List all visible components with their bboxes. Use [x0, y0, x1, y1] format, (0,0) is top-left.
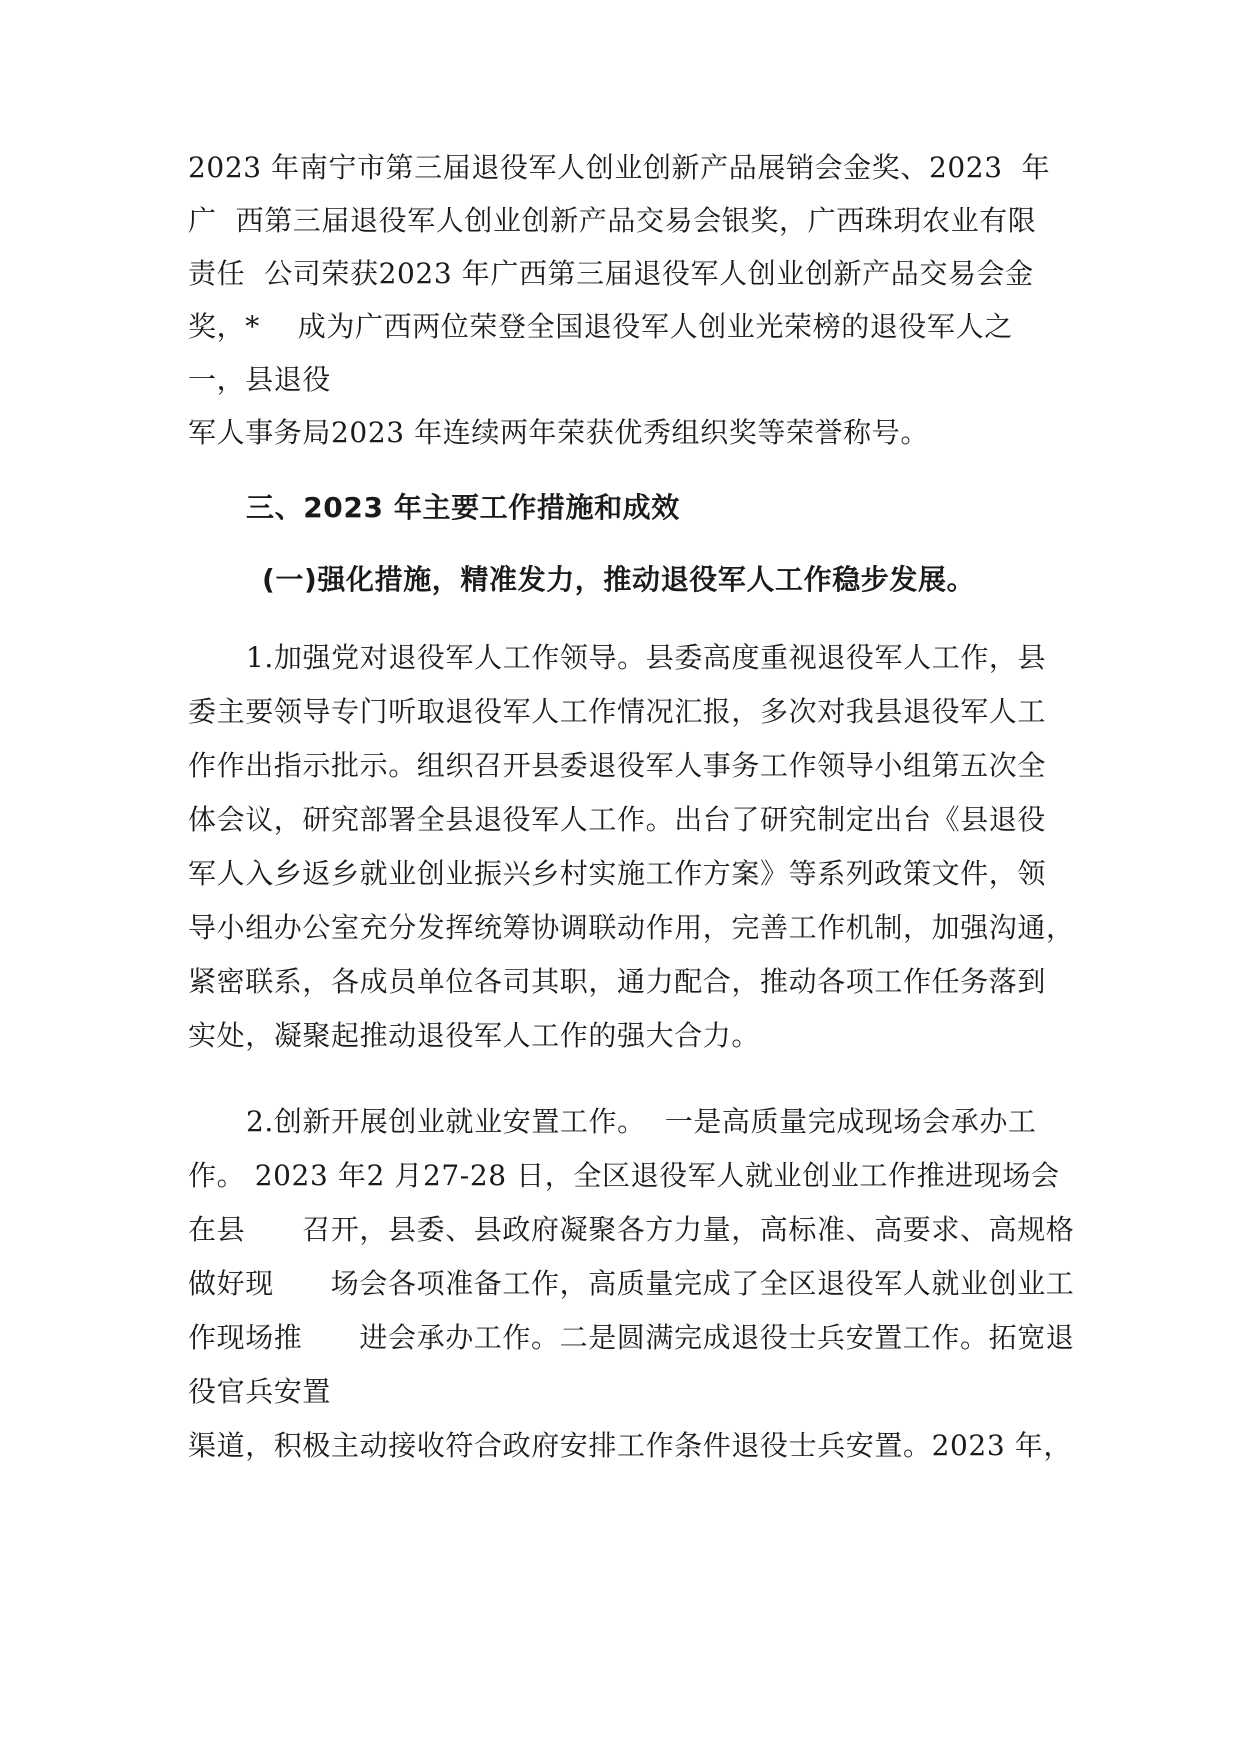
paragraph-1-line-6: 导小组办公室充分发挥统筹协调联动作用，完善工作机制，加强沟通，: [188, 911, 1075, 944]
intro-line-6: 军人事务局2023 年连续两年荣获优秀组织奖等荣誉称号。: [188, 416, 929, 449]
paragraph-1-line-1: 1.加强党对退役军人工作领导。县委高度重视退役军人工作，县: [246, 641, 1047, 674]
paragraph-1-line-2: 委主要领导专门听取退役军人工作情况汇报，多次对我县退役军人工: [188, 695, 1047, 728]
paragraph-1-line-3: 作作出指示批示。组织召开县委退役军人事务工作领导小组第五次全: [188, 749, 1047, 782]
intro-line-1: 2023 年南宁市第三届退役军人创业创新产品展销会金奖、2023 年: [188, 151, 1051, 184]
intro-line-3: 责任 公司荣获2023 年广西第三届退役军人创业创新产品交易会金: [188, 257, 1034, 290]
paragraph-1-line-4: 体会议，研究部署全县退役军人工作。出台了研究制定出台《县退役: [188, 803, 1047, 836]
paragraph-2-line-7: 渠道，积极主动接收符合政府安排工作条件退役士兵安置。2023 年，: [188, 1429, 1072, 1462]
intro-line-5: 一，县退役: [188, 363, 332, 396]
paragraph-1-line-5: 军人入乡返乡就业创业振兴乡村实施工作方案》等系列政策文件，领: [188, 857, 1047, 890]
subsection-heading: (一)强化措施，精准发力，推动退役军人工作稳步发展。: [262, 563, 976, 596]
paragraph-1-line-8: 实处，凝聚起推动退役军人工作的强大合力。: [188, 1019, 761, 1052]
section-heading: 三、2023 年主要工作措施和成效: [246, 491, 680, 524]
paragraph-2-line-2: 作。 2023 年2 月27-28 日，全区退役军人就业创业工作推进现场会: [188, 1159, 1060, 1192]
paragraph-2-line-1: 2.创新开展创业就业安置工作。 一是高质量完成现场会承办工: [246, 1105, 1037, 1138]
intro-line-4: 奖，* 成为广西两位荣登全国退役军人创业光荣榜的退役军人之: [188, 310, 1013, 343]
paragraph-2-line-4: 做好现 场会各项准备工作，高质量完成了全区退役军人就业创业工: [188, 1267, 1075, 1300]
paragraph-2-line-5: 作现场推 进会承办工作。二是圆满完成退役士兵安置工作。拓宽退: [188, 1321, 1075, 1354]
paragraph-1-line-7: 紧密联系，各成员单位各司其职，通力配合，推动各项工作任务落到: [188, 965, 1047, 998]
paragraph-2-line-6: 役官兵安置: [188, 1375, 332, 1408]
intro-line-2: 广 西第三届退役军人创业创新产品交易会银奖，广西珠玥农业有限: [188, 204, 1037, 237]
paragraph-2-line-3: 在县 召开，县委、县政府凝聚各方力量，高标准、高要求、高规格: [188, 1213, 1075, 1246]
